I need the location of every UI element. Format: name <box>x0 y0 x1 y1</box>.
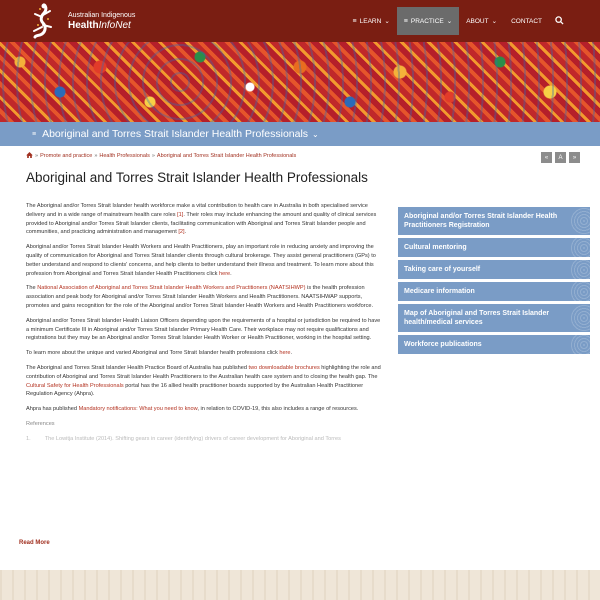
text: The <box>26 285 38 292</box>
chevron-down-icon: ⌄ <box>312 129 319 139</box>
search-icon[interactable] <box>549 16 570 27</box>
chevron-down-icon: ⌄ <box>384 18 390 25</box>
breadcrumb-separator: » <box>35 153 39 159</box>
dot-painting-banner <box>0 42 600 122</box>
menu-icon: ≡ <box>352 17 357 25</box>
home-icon[interactable] <box>26 152 33 160</box>
breadcrumb-health-professionals[interactable]: Health Professionals <box>99 153 150 159</box>
text: . <box>184 229 187 236</box>
font-size-controls <box>541 152 580 163</box>
paragraph <box>26 243 384 278</box>
reference-link[interactable]: [1] <box>177 211 184 218</box>
reference-link[interactable]: [2] <box>178 229 185 236</box>
cultural-safety-link[interactable]: Cultural Safety for Health Professionals <box>26 382 124 389</box>
text: The Aboriginal and Torres Strait Islander Health Practice Board of Australia has published <box>26 364 249 371</box>
nav-about-label: ABOUT <box>466 17 489 25</box>
paragraph: Aboriginal and/or Torres Strait Islander Health Liaison Officers depending upon the requirements of a hospital or jurisdiction be required to have a minimum Certificate III in Aboriginal and/or Torres Strait Islander Primary Health Care. Their workplace may not require qualifications and registrations but they may be an Aboriginal and/or Torres Strait Islander Health Worker or Health Practitioner, working in the hospital setting. <box>26 317 381 342</box>
logo-text <box>68 11 135 31</box>
practitioners-here-link[interactable]: here <box>218 270 231 277</box>
logo-health: Health <box>68 20 99 31</box>
breadcrumb-separator: » <box>94 153 98 159</box>
nav-contact-label: CONTACT <box>511 17 542 25</box>
site-header <box>0 0 600 42</box>
menu-icon: ≡ <box>403 17 408 25</box>
menu-icon: ≡ <box>32 130 37 138</box>
main-nav <box>346 0 570 42</box>
reference-text: The Lowitja Institute (2014). Shifting gears in career (identifying) drivers of career development for Aboriginal and Torres <box>44 435 341 442</box>
section-menu[interactable] <box>0 122 600 146</box>
sidebar-item-medicare[interactable]: Medicare information <box>398 282 590 301</box>
text: . Their roles may include enhancing the amount and quality of clinical services provided to Aboriginal and/or Torres Strait Islander clients, facilitating communication with Aboriginal and Torres Strait Islander people and communities, and practicing administration and management <box>26 211 377 236</box>
decrease-font-button[interactable]: « <box>541 152 552 163</box>
paragraph <box>26 349 384 358</box>
sidebar-item-registration[interactable]: Aboriginal and/or Torres Strait Islander Health Practitioners Registration <box>398 207 590 235</box>
paragraph <box>26 364 384 399</box>
chevron-down-icon: ⌄ <box>446 18 453 25</box>
text: is the health profession association and peak body for Aboriginal and/or Torres Strait Islander Health Workers and Health Practitioners. NAATSIHWAP supports, promotes and gains recognition for the role of the Aboriginal and/or Torres Strait Islander Health Workers and Health Practitioners workforce. <box>26 285 374 309</box>
nav-learn-label: LEARN <box>359 17 382 25</box>
paragraph <box>26 405 384 414</box>
logo-line2 <box>68 21 135 31</box>
logo-line1: Australian Indigenous <box>68 12 136 19</box>
breadcrumb <box>26 152 296 160</box>
chevron-down-icon: ⌄ <box>491 18 498 25</box>
text: Ahpra has published <box>26 406 79 413</box>
sidebar-item-taking-care[interactable]: Taking care of yourself <box>398 260 590 279</box>
main-content <box>26 202 384 444</box>
paragraph <box>26 284 384 310</box>
text: portal has the 16 allied health practitioner boards supported by the Australian Health Practitioner Regulation Agency (Ahpra). <box>26 382 364 398</box>
nav-contact[interactable] <box>504 7 549 35</box>
nav-practice-label: PRACTICE <box>410 17 444 25</box>
text: highlighting the role and contribution of Aboriginal and Torres Strait Islander Health Practitioners to the Australian health care system and to closing the health gap. The <box>26 364 381 380</box>
breadcrumb-promote[interactable]: Promote and practice <box>40 153 93 159</box>
reference-number: 1. <box>26 435 31 442</box>
breadcrumb-separator: » <box>151 153 155 159</box>
sidebar <box>398 207 590 357</box>
paragraph <box>26 202 384 237</box>
read-more-link[interactable]: Read More <box>19 540 50 546</box>
reference-item <box>26 435 384 444</box>
breadcrumb-current[interactable]: Aboriginal and Torres Strait Islander Health Professionals <box>156 153 297 159</box>
text: . <box>290 350 293 357</box>
text: , in relation to COVID-19, this also includes a range of resources. <box>197 406 359 413</box>
mandatory-notifications-link[interactable]: Mandatory notifications: What you need to know <box>78 406 198 413</box>
section-title: Aboriginal and Torres Strait Islander Health Professionals <box>42 128 309 140</box>
professions-here-link[interactable]: here <box>279 350 291 357</box>
references-heading: References <box>26 420 55 427</box>
reset-font-button[interactable]: A <box>555 152 566 163</box>
nav-about[interactable] <box>459 7 504 35</box>
lizard-logo-icon <box>24 1 64 41</box>
text: To learn more about the unique and varied Aboriginal and Torre Strait Islander health professions click <box>26 350 280 357</box>
logo-infonet: InfoNet <box>98 20 131 31</box>
text: Aboriginal and/or Torres Strait Islander Health Workers and Health Practitioners, play an important role in reducing anxiety and improving the quality of communication for Aboriginal and Torres Strait Islander clients through cultural brokerage. They assist general practitioners (GPs) to better understand and respond to clients' concerns, and help clients to better understand their illness and treatment. To learn more about this profession from Aboriginal and Torres Strait Islander Health Practitioners click <box>26 244 376 277</box>
nav-practice[interactable] <box>397 7 459 35</box>
sidebar-item-cultural-mentoring[interactable]: Cultural mentoring <box>398 238 590 257</box>
brochures-link[interactable]: two downloadable brochures <box>248 364 320 371</box>
content-fade <box>0 524 400 538</box>
site-logo[interactable] <box>24 4 164 38</box>
text: The Aboriginal and/or Torres Strait Islander health workforce make a vital contribution to health care in Australia in both specialised service delivery and in a wide range of mainstream health care roles <box>26 203 368 218</box>
nav-learn[interactable] <box>346 7 397 35</box>
page-title: Aboriginal and Torres Strait Islander Health Professionals <box>26 170 368 185</box>
footer-pattern <box>0 570 600 600</box>
sidebar-item-workforce-publications[interactable]: Workforce publications <box>398 335 590 354</box>
sidebar-item-services-map[interactable]: Map of Aboriginal and Torres Strait Islander health/medical services <box>398 304 590 332</box>
increase-font-button[interactable]: » <box>569 152 580 163</box>
text: . <box>230 270 232 277</box>
naatsihwp-link[interactable]: National Association of Aboriginal and Torres Strait Islander Health Workers and Practitioners (NAATSIHWP) <box>37 285 306 292</box>
